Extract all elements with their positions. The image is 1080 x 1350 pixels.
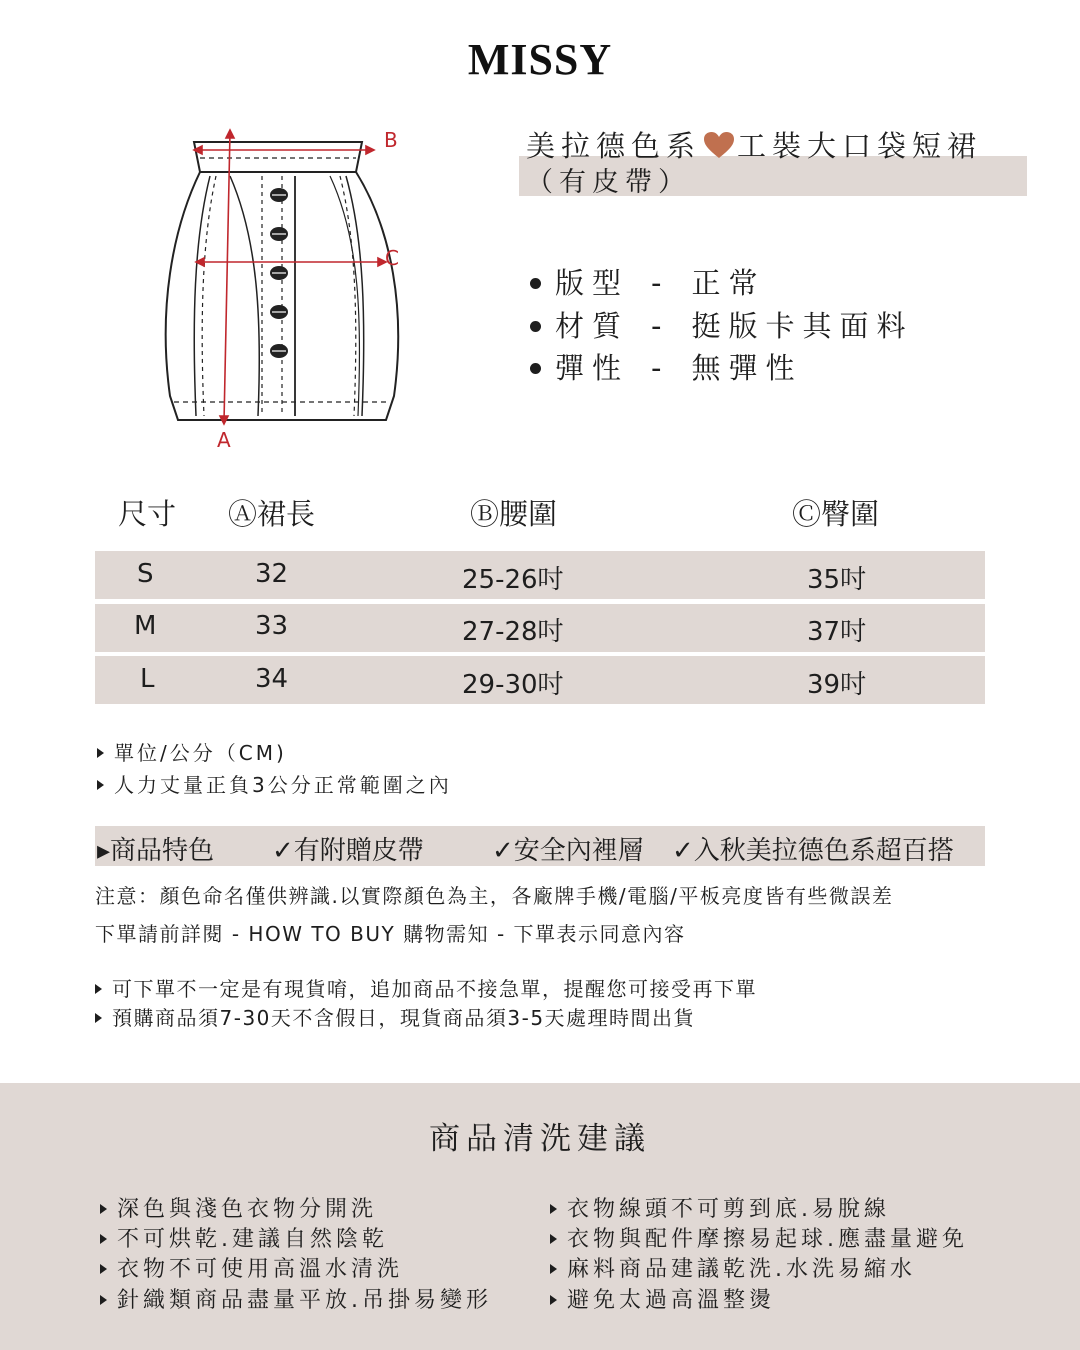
product-subtitle: （有皮帶） xyxy=(526,167,691,198)
triangle-icon xyxy=(100,1204,107,1214)
cell-size: L xyxy=(140,664,155,694)
cell-length: 34 xyxy=(255,664,289,694)
spec-sep: - xyxy=(651,351,670,385)
cell-hip: 35吋 xyxy=(807,565,867,595)
bullet-icon xyxy=(530,363,541,374)
spec-sep: - xyxy=(651,266,670,300)
spec-item xyxy=(530,304,914,345)
care-item: 避免太過高溫整燙 xyxy=(550,1283,775,1314)
note-item: 單位/公分（CM) xyxy=(97,737,287,766)
label-a: A xyxy=(217,428,231,452)
bullet-icon xyxy=(530,278,541,289)
cell-waist: 25-26吋 xyxy=(462,565,564,595)
disclaimer-line: 下單請前詳閱 - HOW TO BUY 購物需知 - 下單表示同意內容 xyxy=(95,922,686,946)
spec-value: 正常 xyxy=(691,266,766,300)
care-item: 衣物與配件摩擦易起球.應盡量避免 xyxy=(550,1222,968,1253)
triangle-icon xyxy=(550,1234,557,1244)
spec-value: 無彈性 xyxy=(691,351,803,385)
care-item: 深色與淺色衣物分開洗 xyxy=(100,1192,377,1223)
label-c: C xyxy=(385,246,399,270)
spec-value: 挺版卡其面料 xyxy=(691,309,914,343)
skirt-diagram xyxy=(150,120,410,455)
care-item: 衣物線頭不可剪到底.易脫線 xyxy=(550,1192,890,1223)
triangle-icon xyxy=(95,984,102,994)
spec-item xyxy=(530,346,803,387)
disclaimer-line: 注意：顏色命名僅供辨識.以實際顏色為主，各廠牌手機/電腦/平板亮度皆有些微誤差 xyxy=(95,884,894,908)
table-header-waist: Ⓑ腰圍 xyxy=(470,497,558,531)
order-note: 可下單不一定是有現貨唷，追加商品不接急單，提醒您可接受再下單 xyxy=(95,973,757,1002)
care-item: 不可烘乾.建議自然陰乾 xyxy=(100,1222,388,1253)
spec-label: 材質 xyxy=(555,309,630,343)
care-item: 衣物不可使用高溫水清洗 xyxy=(100,1252,403,1283)
triangle-icon xyxy=(550,1295,557,1305)
care-title: 商品清洗建議 xyxy=(429,1121,651,1157)
triangle-icon xyxy=(100,1234,107,1244)
spec-item xyxy=(530,261,766,302)
label-b: B xyxy=(384,128,398,152)
cell-waist: 27-28吋 xyxy=(462,617,564,647)
triangle-icon xyxy=(97,780,104,790)
table-header-size: 尺寸 xyxy=(118,497,177,531)
triangle-icon xyxy=(95,1013,102,1023)
spec-label: 版型 xyxy=(555,266,630,300)
heart-icon xyxy=(703,131,735,159)
triangle-icon xyxy=(550,1264,557,1274)
table-header-length: Ⓐ裙長 xyxy=(228,497,316,531)
spec-sep: - xyxy=(651,309,670,343)
cell-hip: 37吋 xyxy=(807,617,867,647)
cell-hip: 39吋 xyxy=(807,670,867,700)
cell-length: 33 xyxy=(255,611,289,641)
cell-waist: 29-30吋 xyxy=(462,670,564,700)
note-item: 人力丈量正負3公分正常範圍之內 xyxy=(97,769,452,798)
cell-size: S xyxy=(137,559,154,589)
title-part1: 美拉德色系 xyxy=(526,129,702,163)
bullet-icon xyxy=(530,321,541,332)
feature-label: ▸商品特色 xyxy=(97,836,215,866)
table-header-hip: Ⓒ臀圍 xyxy=(792,497,880,531)
cell-length: 32 xyxy=(255,559,289,589)
care-item: 針織類商品盡量平放.吊掛易變形 xyxy=(100,1283,492,1314)
triangle-icon xyxy=(100,1264,107,1274)
feature-item: ✓有附贈皮帶 xyxy=(272,836,424,866)
product-title xyxy=(526,124,982,165)
feature-item: ✓入秋美拉德色系超百搭 xyxy=(672,836,954,866)
feature-item: ✓安全內裡層 xyxy=(492,836,644,866)
brand-logo: MISSY xyxy=(467,35,613,84)
triangle-icon xyxy=(550,1204,557,1214)
title-part2: 工裝大口袋短裙 xyxy=(737,129,983,163)
triangle-icon xyxy=(97,748,104,758)
skirt-waistband xyxy=(194,142,362,172)
care-item: 麻料商品建議乾洗.水洗易縮水 xyxy=(550,1252,916,1283)
spec-label: 彈性 xyxy=(555,351,630,385)
cell-size: M xyxy=(134,611,157,641)
order-note: 預購商品須7-30天不含假日，現貨商品須3-5天處理時間出貨 xyxy=(95,1002,695,1031)
triangle-icon xyxy=(100,1295,107,1305)
